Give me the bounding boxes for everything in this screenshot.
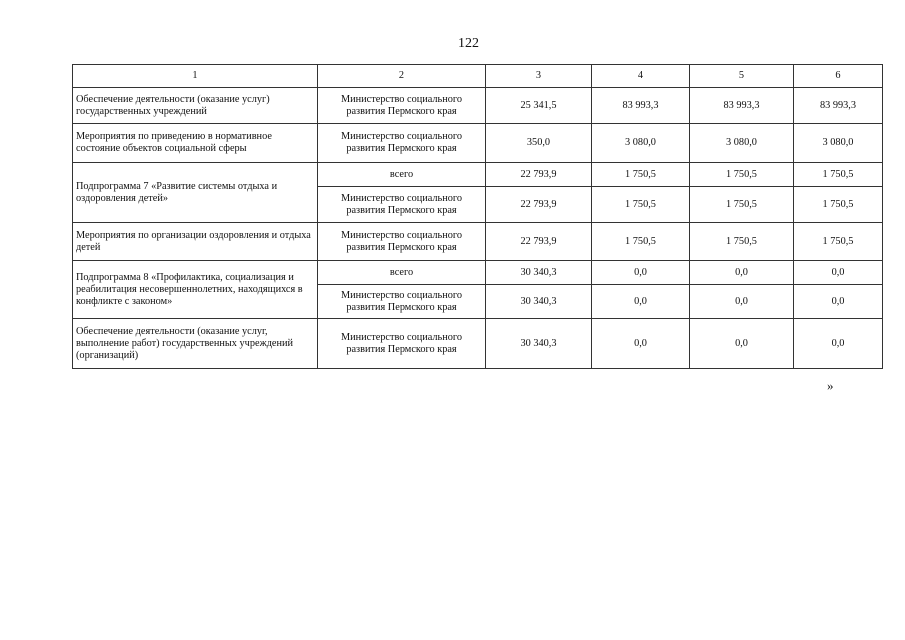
value-cell: 83 993,3 bbox=[690, 88, 794, 124]
table-row bbox=[73, 124, 883, 163]
value-cell: 22 793,9 bbox=[486, 187, 592, 223]
table-row bbox=[73, 223, 883, 261]
budget-table bbox=[72, 64, 883, 369]
header-cell: 3 bbox=[486, 65, 592, 88]
value-cell: 22 793,9 bbox=[486, 223, 592, 261]
value-cell: 0,0 bbox=[794, 261, 883, 285]
value-cell: 1 750,5 bbox=[690, 187, 794, 223]
header-cell: 6 bbox=[794, 65, 883, 88]
value-cell: 25 341,5 bbox=[486, 88, 592, 124]
value-cell: 1 750,5 bbox=[592, 187, 690, 223]
value-cell: 3 080,0 bbox=[794, 124, 883, 163]
value-cell: 1 750,5 bbox=[794, 223, 883, 261]
row-executor: Министерство социального развития Пермского края bbox=[318, 319, 486, 369]
value-cell: 3 080,0 bbox=[690, 124, 794, 163]
page-number: 122 bbox=[458, 36, 479, 51]
value-cell: 30 340,3 bbox=[486, 261, 592, 285]
row-executor: Министерство социального развития Пермского края bbox=[318, 187, 486, 223]
value-cell: 30 340,3 bbox=[486, 285, 592, 319]
header-cell: 2 bbox=[318, 65, 486, 88]
row-executor: всего bbox=[318, 261, 486, 285]
value-cell: 0,0 bbox=[592, 261, 690, 285]
value-cell: 1 750,5 bbox=[690, 223, 794, 261]
row-executor: Министерство социального развития Пермского края bbox=[318, 88, 486, 124]
value-cell: 30 340,3 bbox=[486, 319, 592, 369]
row-name: Мероприятия по приведению в нормативное состояние объектов социальной сферы bbox=[73, 124, 318, 163]
value-cell: 1 750,5 bbox=[592, 163, 690, 187]
table-row bbox=[73, 319, 883, 369]
value-cell: 3 080,0 bbox=[592, 124, 690, 163]
value-cell: 0,0 bbox=[794, 319, 883, 369]
value-cell: 1 750,5 bbox=[794, 163, 883, 187]
row-executor: Министерство социального развития Пермского края bbox=[318, 223, 486, 261]
subprogram-name: Подпрограмма 7 «Развитие системы отдыха и оздоровления детей» bbox=[73, 163, 318, 223]
value-cell: 22 793,9 bbox=[486, 163, 592, 187]
value-cell: 1 750,5 bbox=[592, 223, 690, 261]
table-row bbox=[73, 163, 883, 187]
row-name: Обеспечение деятельности (оказание услуг) государственных учреждений bbox=[73, 88, 318, 124]
header-cell: 1 bbox=[73, 65, 318, 88]
header-cell: 4 bbox=[592, 65, 690, 88]
value-cell: 1 750,5 bbox=[690, 163, 794, 187]
header-cell: 5 bbox=[690, 65, 794, 88]
subprogram-name: Подпрограмма 8 «Профилактика, социализация и реабилитация несовершеннолетних, находящихся в конфликте с законом» bbox=[73, 261, 318, 319]
value-cell: 0,0 bbox=[592, 319, 690, 369]
row-executor: Министерство социального развития Пермского края bbox=[318, 285, 486, 319]
row-name: Обеспечение деятельности (оказание услуг, выполнение работ) государственных учреждений (организаций) bbox=[73, 319, 318, 369]
value-cell: 83 993,3 bbox=[794, 88, 883, 124]
value-cell: 0,0 bbox=[794, 285, 883, 319]
row-executor: всего bbox=[318, 163, 486, 187]
value-cell: 83 993,3 bbox=[592, 88, 690, 124]
row-name: Мероприятия по организации оздоровления и отдыха детей bbox=[73, 223, 318, 261]
value-cell: 1 750,5 bbox=[794, 187, 883, 223]
value-cell: 0,0 bbox=[690, 319, 794, 369]
closing-quote-mark: » bbox=[827, 378, 834, 393]
table-row bbox=[73, 261, 883, 285]
value-cell: 350,0 bbox=[486, 124, 592, 163]
value-cell: 0,0 bbox=[592, 285, 690, 319]
value-cell: 0,0 bbox=[690, 285, 794, 319]
table-row bbox=[73, 88, 883, 124]
value-cell: 0,0 bbox=[690, 261, 794, 285]
table-header-row bbox=[73, 65, 883, 88]
row-executor: Министерство социального развития Пермского края bbox=[318, 124, 486, 163]
